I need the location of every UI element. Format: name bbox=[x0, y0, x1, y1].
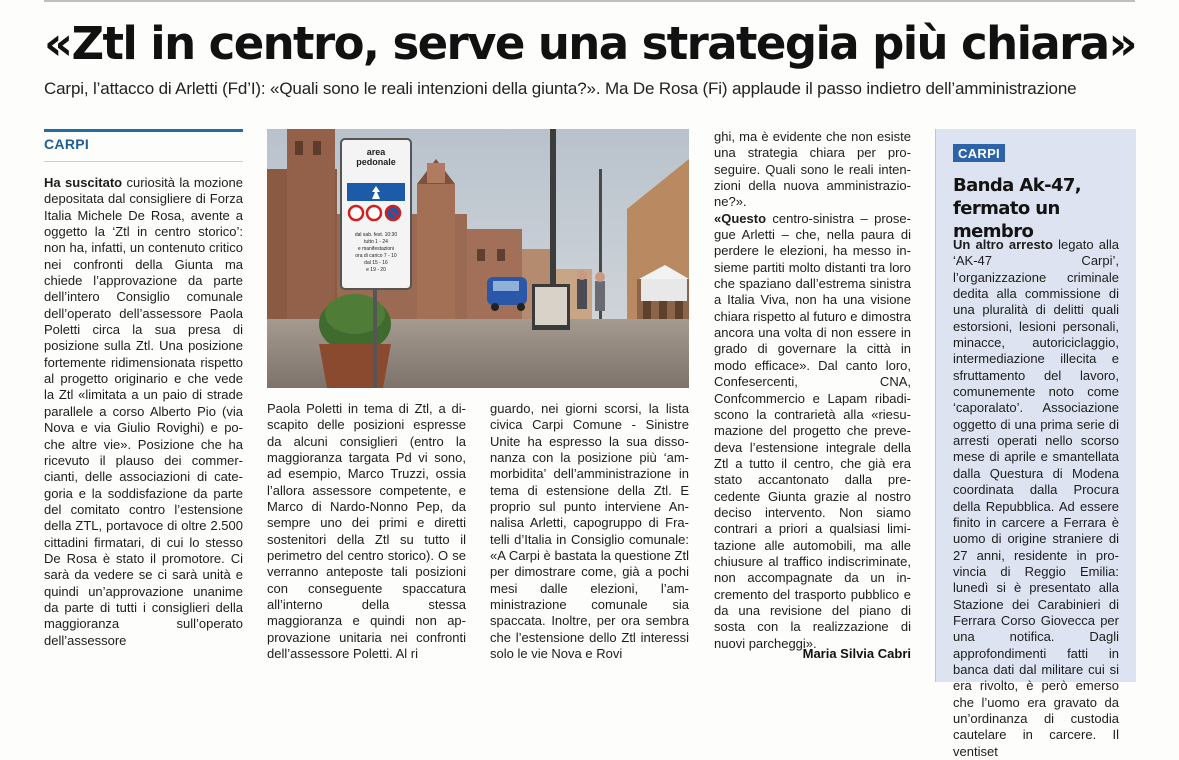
sidebar-box bbox=[935, 129, 1136, 759]
article-text-4b: centro-sinistra – prosegue Arletti – che, nella paura di perdere le elezioni, ha messo insieme partiti molto distanti tra loro che spaziano dall’estrema sinistra a Italia Viva, non ha una visione chiara rispetto al futuro e dimostra ancora una volta di non essere in grado di governare la città in modo efficace». Dal canto loro, Confesercenti, CNA, Confcommercio e Lapam ribadiscono la contrarietà alla «riesumazione del progetto che prevedeva l’estensione integrale della Ztl a tutto il centro, che già era stato accantonato dalla precedente Giunta grazie al nostro deciso intervento. Non siamo contrari a priori a qualsiasi limitazione alle automobili, ma alle chiusure al traffico indiscriminate, non accompagnate da un incremento del trasporto pubblico e da una revisione del piano di sosta con la realizzazione di nuovi parcheggi». bbox=[714, 210, 911, 651]
sidebar-title: Banda Ak-47, fermato un membro bbox=[953, 175, 1082, 242]
sign-line: ora di carico 7 - 10 bbox=[355, 253, 397, 259]
author-byline: Maria Silvia Cabri bbox=[802, 646, 911, 661]
article-text-1: curiosità la mozione depositata dal consigliere di Forza Italia Michele De Rosa, avente a oggetto la ‘Ztl in centro storico’: non ha, infatti, un contenuto critico nei confronti della Giunta ma chiede l’approvazione da parte dell’intero Consiglio comunale dell’operato dell’assessore Paola Poletti circa la sua presa di posizione sulla Ztl. Una posizione fortemente ridimensionata rispetto al progetto originario e che vede la Ztl «limitata a un paio di strade parallele a corso Alberto Pio (via Nova e via Giulio Rovighi) e poche altre vie». Posizione che ha ricevuto il plauso dei commercianti, delle associazioni di categoria e la soddisfazione da parte del comitato contro l’estensione della ZTL, portavoce di oltre 2.500 cittadini firmatari, di cui lo stesso De Rosa è stato il promotore. Ci sarà da vedere se ci sarà unità e quindi un’approvazione unanime da parte di tutti i consiglieri della maggioranza sull’operato dell’assessore bbox=[44, 175, 243, 648]
article-column-1 bbox=[44, 175, 243, 682]
article-column-4 bbox=[714, 129, 911, 682]
sign-area-label: area pedonale bbox=[356, 147, 396, 167]
top-rule bbox=[44, 0, 1135, 2]
article-column-3: guardo, nei giorni scorsi, la lista civica Carpi Comune - Sinistre Unite ha espresso la sua dissonanza con la posizione più ‘ammorbidita’ dell’amministrazione in tema di estensione della Ztl. E proprio sul punto interviene Annalisa Arletti, capogruppo di Fratelli d’Italia in Consiglio comunale: «A Carpi è bastata la questione Ztl per dimostrare come, già a pochi mesi dalle elezioni, l’amministrazione comunale sia spaccata. Inoltre, per ora sembra che l’estensione dello Ztl interessi solo le vie Nova e Rovi bbox=[490, 401, 689, 662]
section-bar bbox=[44, 129, 243, 132]
sidebar-tag: CARPI bbox=[953, 144, 1005, 162]
sign-line: dal 15 - 16 bbox=[364, 260, 388, 266]
subheadline: Carpi, l’attacco di Arletti (Fd’I): «Quali sono le reali intenzioni della giunta?». Ma De Rosa (Fi) applaude il passo indietro dell’amministrazione bbox=[44, 79, 1077, 98]
sidebar-lead: Un altro arresto bbox=[953, 237, 1053, 252]
article-photo bbox=[267, 129, 689, 388]
quote-lead: «Questo bbox=[714, 210, 767, 226]
sign-schedule bbox=[346, 232, 406, 274]
article-lead: Ha suscitato bbox=[44, 175, 123, 190]
sign-line: e manifestazioni bbox=[357, 246, 395, 252]
sidebar-body bbox=[953, 237, 1119, 759]
sign-line: tutto 1 - 24 bbox=[364, 239, 388, 245]
piazza-photo-illustration bbox=[267, 129, 689, 388]
sign-line: dal sab. fest. 10:30 bbox=[354, 232, 398, 238]
sign-line: e 19 - 20 bbox=[366, 267, 386, 273]
sidebar-text: legato alla ‘AK-47 Carpi’, l’organizzazione criminale dedita alla commissione di una pluralità di delitti quali estorsioni, lesioni personali, minacce, autoriciclaggio, intermediazione illecita e sfruttamento del lavoro, comunemente noto come ‘caporalato’. Associazione oggetto di una prima serie di arresti operati nello scorso mese di aprile e smantellata dalla Questura di Modena coordinata dalla Procura della Repubblica. Ad essere finito in carcere a Ferrara è uomo di origine straniere di 27 anni, residente in provincia di Reggio Emilia: lunedì si è presentato alla Stazione dei Carabinieri di Ferrara Corso Giovecca per una notifica. Dagli approfondimenti fatti in banca dati dal militare cui si era rivolto, è però emerso che l’uomo era gravato da un’ordinanza di custodia cautelare in carcere. Il ventiset bbox=[953, 237, 1119, 759]
article-column-2: Paola Poletti in tema di Ztl, a discapito delle posizioni espresse da alcuni consiglieri (entro la maggioranza targata Pd vi sono, ad esempio, Marco Truzzi, ossia l’allora assessore competente, e Marco di Nardo-Nonno Pep, da sempre uno dei primi e diretti sostenitori della Ztl su tutto il perimetro del centro storico). O se verranno anteposte tali posizioni con conseguente spaccatura all’interno della stessa maggioranza e quindi non approvazione unitaria nei confronti dell’assessore Poletti. Al ri bbox=[267, 401, 466, 662]
section-rule bbox=[44, 161, 243, 162]
article-text-4a: ghi, ma è evidente che non esiste una strategia chiara per proseguire. Quali sono le reali intenzioni della nuova amministrazione?». bbox=[714, 129, 911, 210]
section-label: CARPI bbox=[44, 136, 90, 152]
headline: «Ztl in centro, serve una strategia più chiara» bbox=[44, 17, 1136, 70]
